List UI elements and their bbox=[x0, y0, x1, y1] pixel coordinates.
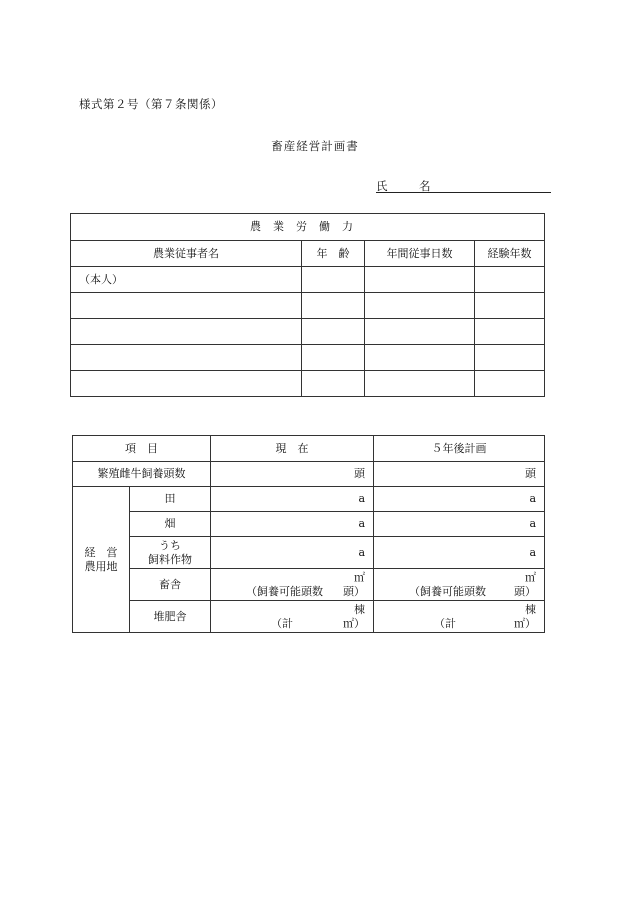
name-field[interactable] bbox=[376, 178, 551, 193]
land-label-line1: 経 営 bbox=[84, 546, 118, 560]
land-label-line2: 農用地 bbox=[84, 559, 118, 573]
compost-total-open: （計 bbox=[271, 616, 293, 630]
head-unit: 頭 bbox=[525, 467, 536, 481]
labor-cell[interactable] bbox=[365, 371, 475, 397]
name-label: 氏 名 bbox=[376, 179, 441, 193]
compost-label: 堆肥舎 bbox=[130, 601, 211, 633]
compost-total-close: ㎡） bbox=[343, 616, 365, 630]
area-unit: a bbox=[529, 545, 536, 559]
cattle-label: 繁殖雌牛飼養頭数 bbox=[73, 462, 211, 487]
rice-field-future[interactable] bbox=[374, 487, 545, 512]
labor-col-name: 農業従事者名 bbox=[71, 241, 302, 267]
form-number: 様式第２号（第７条関係） bbox=[79, 97, 223, 111]
compost-unit: 棟 bbox=[354, 603, 365, 616]
plan-table bbox=[72, 435, 545, 633]
cattle-future[interactable] bbox=[374, 462, 545, 487]
plan-col-future: ５年後計画 bbox=[374, 436, 545, 462]
compost-total-close: ㎡） bbox=[514, 616, 536, 630]
labor-cell[interactable] bbox=[365, 319, 475, 345]
rice-field-label: 田 bbox=[130, 487, 211, 512]
feed-crop-line1: うち bbox=[159, 538, 181, 552]
compost-current[interactable] bbox=[211, 601, 374, 633]
labor-col-age: 年 齢 bbox=[302, 241, 365, 267]
rice-field-current[interactable] bbox=[211, 487, 374, 512]
barn-unit: ㎡ bbox=[525, 571, 536, 584]
labor-row bbox=[71, 293, 545, 319]
compost-future[interactable] bbox=[374, 601, 545, 633]
upland-field-current[interactable] bbox=[211, 512, 374, 537]
barn-current[interactable] bbox=[211, 569, 374, 601]
labor-cell[interactable] bbox=[302, 345, 365, 371]
compost-unit: 棟 bbox=[525, 603, 536, 616]
plan-col-item: 項 目 bbox=[73, 436, 211, 462]
labor-col-days: 年間従事日数 bbox=[365, 241, 475, 267]
labor-col-years: 経験年数 bbox=[475, 241, 545, 267]
area-unit: a bbox=[529, 492, 536, 506]
compost-total-open: （計 bbox=[434, 616, 456, 630]
plan-col-current: 現 在 bbox=[211, 436, 374, 462]
labor-cell[interactable] bbox=[475, 345, 545, 371]
barn-capacity bbox=[211, 585, 365, 598]
barn-capacity-close: 頭） bbox=[343, 584, 365, 598]
labor-cell[interactable] bbox=[302, 371, 365, 397]
area-unit: a bbox=[358, 545, 365, 559]
labor-heading: 農業労働力 bbox=[71, 214, 545, 241]
barn-capacity-open: （飼養可能頭数 bbox=[246, 584, 323, 598]
labor-cell[interactable] bbox=[475, 267, 545, 293]
head-unit: 頭 bbox=[354, 467, 365, 481]
labor-row bbox=[71, 319, 545, 345]
barn-unit: ㎡ bbox=[354, 571, 365, 584]
labor-cell[interactable] bbox=[365, 267, 475, 293]
labor-self-label[interactable]: （本人） bbox=[71, 267, 302, 293]
labor-cell[interactable] bbox=[71, 319, 302, 345]
barn-future[interactable] bbox=[374, 569, 545, 601]
land-label bbox=[73, 487, 130, 633]
barn-capacity bbox=[374, 585, 536, 598]
labor-row bbox=[71, 267, 545, 293]
cattle-current[interactable] bbox=[211, 462, 374, 487]
labor-cell[interactable] bbox=[475, 319, 545, 345]
labor-cell[interactable] bbox=[71, 293, 302, 319]
labor-cell[interactable] bbox=[302, 267, 365, 293]
labor-cell[interactable] bbox=[365, 293, 475, 319]
labor-cell[interactable] bbox=[475, 371, 545, 397]
area-unit: a bbox=[529, 517, 536, 531]
barn-label: 畜舎 bbox=[130, 569, 211, 601]
area-unit: a bbox=[358, 517, 365, 531]
labor-cell[interactable] bbox=[365, 345, 475, 371]
compost-total bbox=[211, 617, 365, 630]
feed-crop-label bbox=[130, 537, 211, 569]
labor-row bbox=[71, 371, 545, 397]
barn-capacity-open: （飼養可能頭数 bbox=[409, 584, 486, 598]
area-unit: a bbox=[358, 492, 365, 506]
labor-cell[interactable] bbox=[302, 319, 365, 345]
document-title: 畜産経営計画書 bbox=[271, 139, 359, 153]
labor-row bbox=[71, 345, 545, 371]
labor-cell[interactable] bbox=[475, 293, 545, 319]
feed-crop-future[interactable] bbox=[374, 537, 545, 569]
feed-crop-line2: 飼料作物 bbox=[148, 552, 192, 566]
compost-total bbox=[374, 617, 536, 630]
barn-capacity-close: 頭） bbox=[514, 584, 536, 598]
feed-crop-current[interactable] bbox=[211, 537, 374, 569]
labor-table bbox=[70, 213, 545, 397]
labor-cell[interactable] bbox=[71, 371, 302, 397]
upland-field-label: 畑 bbox=[130, 512, 211, 537]
labor-cell[interactable] bbox=[71, 345, 302, 371]
upland-field-future[interactable] bbox=[374, 512, 545, 537]
labor-cell[interactable] bbox=[302, 293, 365, 319]
